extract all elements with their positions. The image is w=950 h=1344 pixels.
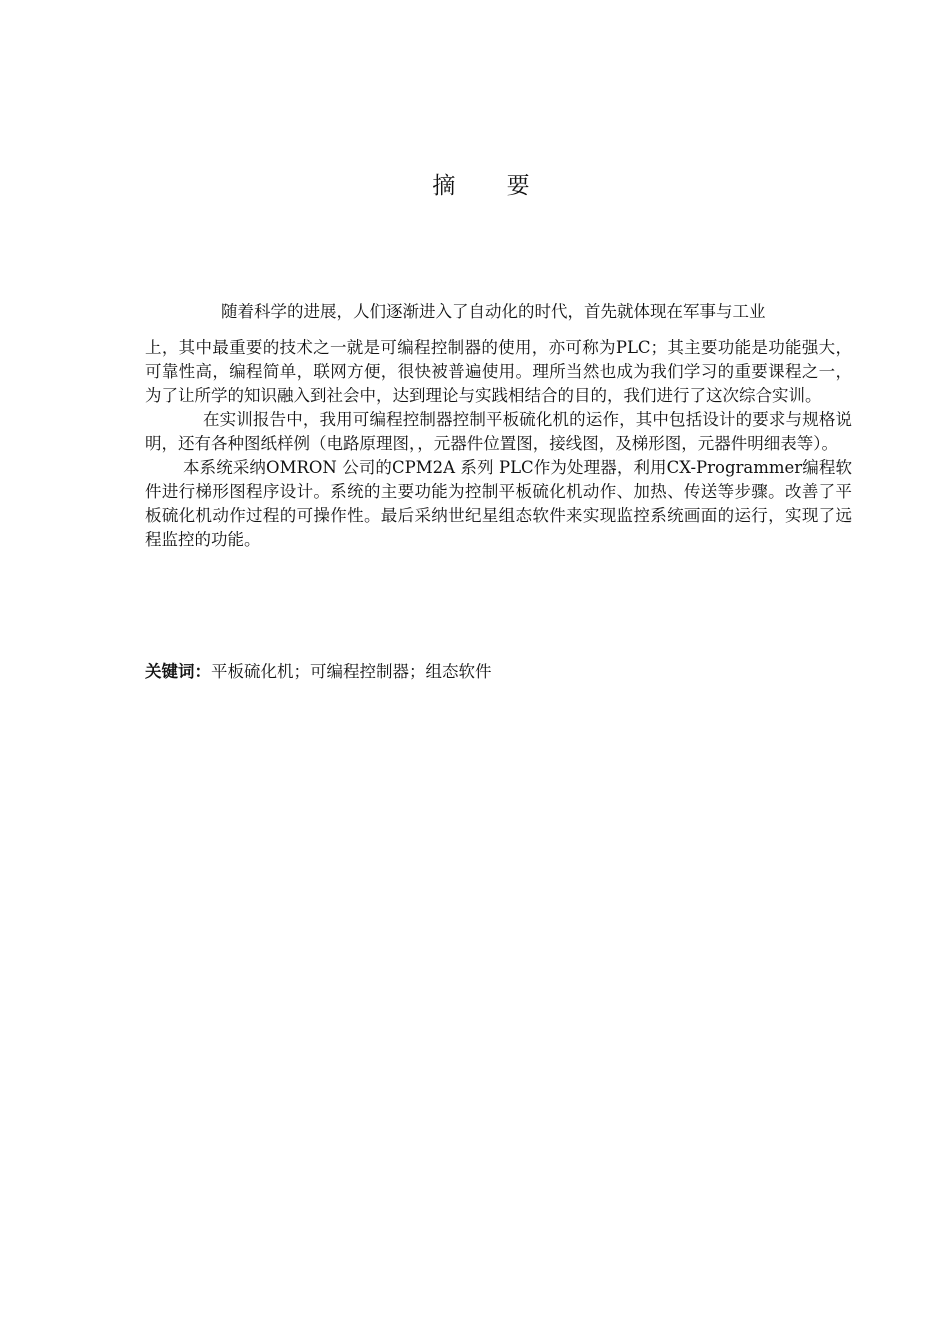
abstract-paragraph-3: 本系统采纳OMRON 公司的CPM2A 系列 PLC作为处理器，利用CX-Programmer编程软件进行梯形图程序设计。系统的主要功能为控制平板硫化机动作、加热、传送等步骤。改善了平板硫化机动作过程的可操作性。最后采纳世纪星组态软件来实现监控系统画面的运行，实现了远程监控的功能。 (145, 458, 852, 549)
abstract-paragraph-2: 在实训报告中，我用可编程控制器控制平板硫化机的运作，其中包括设计的要求与规格说明，还有各种图纸样例（电路原理图，，元器件位置图，接线图，及梯形图，元器件明细表等）。 (145, 410, 852, 453)
keywords-value: 平板硫化机；可编程控制器；组态软件 (211, 662, 492, 681)
abstract-paragraph-1a: 随着科学的进展，人们逐渐进入了自动化的时代，首先就体现在军事与工业 (221, 302, 766, 321)
keywords-line (145, 660, 852, 684)
abstract-paragraph-1b: 上，其中最重要的技术之一就是可编程控制器的使用，亦可称为PLC；其主要功能是功能强大，可靠性高，编程简单，联网方便，很快被普遍使用。理所当然也成为我们学习的重要课程之一，为了让所学的知识融入到社会中，达到理论与实践相结合的目的，我们进行了这次综合实训。 (145, 338, 852, 405)
page-title: 摘 要 (432, 173, 552, 199)
keywords-label: 关键词： (145, 662, 211, 681)
abstract-body (145, 300, 852, 552)
